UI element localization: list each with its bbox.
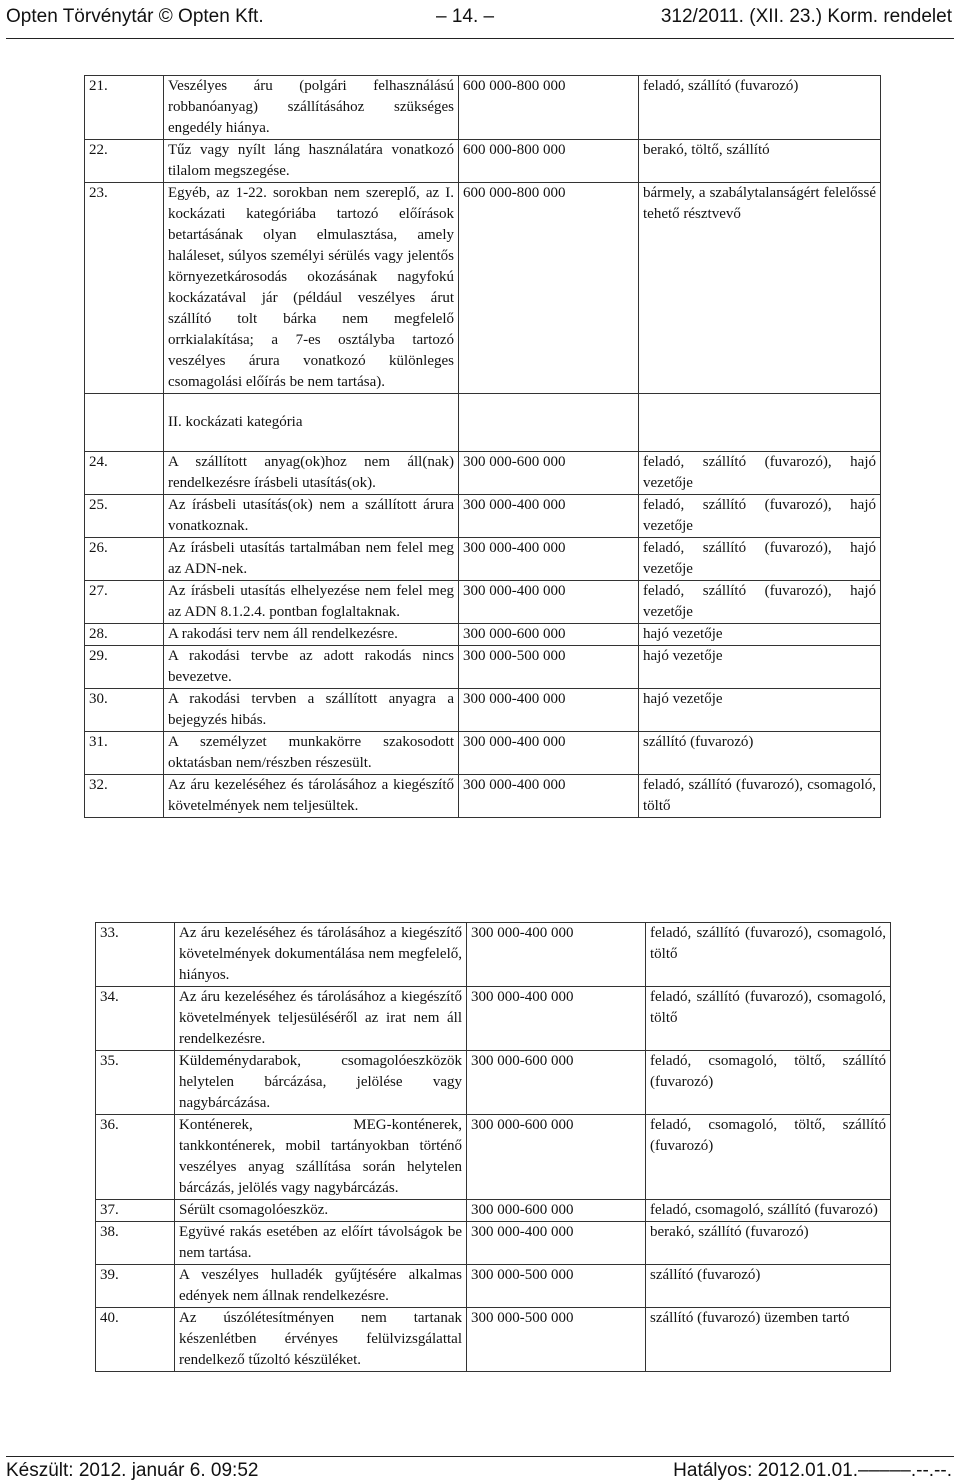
row-fine-amount: 600 000-800 000 (459, 140, 639, 183)
table-row (85, 538, 881, 581)
row-number: 21. (85, 76, 164, 140)
row-description: Az áru kezeléséhez és tárolásához a kiegészítő követelmények nem teljesültek. (164, 775, 459, 818)
table-row (85, 775, 881, 818)
category-heading: II. kockázati kategória (164, 394, 459, 452)
row-number: 23. (85, 183, 164, 394)
row-responsible-party: feladó, csomagoló, szállító (fuvarozó) (646, 1200, 891, 1222)
table-row (96, 1308, 891, 1372)
row-description: Tűz vagy nyílt láng használatára vonatkozó tilalom megszegése. (164, 140, 459, 183)
row-responsible-party: hajó vezetője (639, 624, 881, 646)
row-number: 34. (96, 987, 175, 1051)
row-number: 37. (96, 1200, 175, 1222)
row-responsible-party: szállító (fuvarozó) üzemben tartó (646, 1308, 891, 1372)
row-fine-amount: 300 000-400 000 (459, 581, 639, 624)
row-number: 39. (96, 1265, 175, 1308)
table2-rows (96, 923, 891, 1372)
table-row (85, 732, 881, 775)
row-description: A rakodási terv nem áll rendelkezésre. (164, 624, 459, 646)
category-row (85, 394, 881, 452)
row-description: A rakodási tervbe az adott rakodás nincs bevezetve. (164, 646, 459, 689)
row-fine-amount: 600 000-800 000 (459, 183, 639, 394)
row-responsible-party: feladó, szállító (fuvarozó), hajó vezetője (639, 452, 881, 495)
row-fine-amount: 300 000-600 000 (459, 624, 639, 646)
row-fine-amount: 300 000-400 000 (459, 732, 639, 775)
row-number: 32. (85, 775, 164, 818)
row-description: Az írásbeli utasítás(ok) nem a szállított árura vonatkoznak. (164, 495, 459, 538)
row-number: 25. (85, 495, 164, 538)
category-amount-cell (459, 394, 639, 452)
row-number: 31. (85, 732, 164, 775)
row-fine-amount: 300 000-400 000 (467, 1222, 646, 1265)
row-description: Az úszólétesítményen nem tartanak készenlétben érvényes felülvizsgálattal rendelkező tűzoltó készüléket. (175, 1308, 467, 1372)
header-regulation-title: 312/2011. (XII. 23.) Korm. rendelet (660, 6, 952, 27)
row-responsible-party: bármely, a szabálytalanságért felelőssé tehető résztvevő (639, 183, 881, 394)
row-fine-amount: 300 000-400 000 (467, 923, 646, 987)
row-responsible-party: szállító (fuvarozó) (646, 1265, 891, 1308)
row-number: 35. (96, 1051, 175, 1115)
row-number: 30. (85, 689, 164, 732)
table-row (85, 140, 881, 183)
row-responsible-party: hajó vezetője (639, 646, 881, 689)
row-fine-amount: 300 000-500 000 (459, 646, 639, 689)
header-publisher: Opten Törvénytár © Opten Kft. (6, 6, 264, 27)
row-description: Küldeménydarabok, csomagolóeszközök helytelen bárcázása, jelölése vagy nagybárcázása. (175, 1051, 467, 1115)
row-responsible-party: feladó, szállító (fuvarozó), csomagoló, töltő (639, 775, 881, 818)
table-row (85, 624, 881, 646)
page-header (0, 0, 960, 40)
row-fine-amount: 300 000-400 000 (459, 538, 639, 581)
row-responsible-party: feladó, szállító (fuvarozó), hajó vezetője (639, 495, 881, 538)
row-fine-amount: 300 000-400 000 (459, 689, 639, 732)
row-description: A személyzet munkakörre szakosodott oktatásban nem/részben részesült. (164, 732, 459, 775)
table1-rows-cat1 (85, 76, 881, 394)
row-description: Az írásbeli utasítás elhelyezése nem felel meg az ADN 8.1.2.4. pontban foglaltaknak. (164, 581, 459, 624)
row-description: Egyéb, az 1-22. sorokban nem szereplő, az I. kockázati kategóriába tartozó előírások betartásának olyan elmulasztása, amely haláleset, súlyos személyi sérülés vagy jelentős környezetkárosodás okozásának nagyfokú kockázatával jár (például veszélyes árut szállító tolt bárka nem megfelelő orrkialakítása; a 7-es osztályba tartozó veszélyes árura vonatkozó különleges csomagolási előírás be nem tartása). (164, 183, 459, 394)
row-fine-amount: 300 000-600 000 (467, 1115, 646, 1200)
row-responsible-party: feladó, szállító (fuvarozó), csomagoló, töltő (646, 923, 891, 987)
row-responsible-party: feladó, csomagoló, töltő, szállító (fuvarozó) (646, 1051, 891, 1115)
row-fine-amount: 600 000-800 000 (459, 76, 639, 140)
header-page-number: – 14. – (436, 6, 495, 27)
row-responsible-party: feladó, szállító (fuvarozó) (639, 76, 881, 140)
table1-rows-cat2 (85, 452, 881, 818)
row-fine-amount: 300 000-600 000 (467, 1051, 646, 1115)
table-row (96, 1200, 891, 1222)
row-description: Az írásbeli utasítás tartalmában nem felel meg az ADN-nek. (164, 538, 459, 581)
row-fine-amount: 300 000-400 000 (467, 987, 646, 1051)
row-fine-amount: 300 000-600 000 (467, 1200, 646, 1222)
table-row (96, 1265, 891, 1308)
table-row (96, 1051, 891, 1115)
row-fine-amount: 300 000-400 000 (459, 775, 639, 818)
table-row (85, 689, 881, 732)
row-description: A veszélyes hulladék gyűjtésére alkalmas edények nem állnak rendelkezésre. (175, 1265, 467, 1308)
row-description: A rakodási tervben a szállított anyagra a bejegyzés hibás. (164, 689, 459, 732)
row-responsible-party: hajó vezetője (639, 689, 881, 732)
row-number: 28. (85, 624, 164, 646)
table-row (96, 1115, 891, 1200)
table-row (85, 495, 881, 538)
table1-category-section (85, 394, 881, 452)
row-responsible-party: berakó, szállító (fuvarozó) (646, 1222, 891, 1265)
row-responsible-party: feladó, szállító (fuvarozó), hajó vezetője (639, 538, 881, 581)
row-description: Sérült csomagolóeszköz. (175, 1200, 467, 1222)
footer-divider (6, 1456, 954, 1457)
table-row (85, 76, 881, 140)
row-responsible-party: berakó, töltő, szállító (639, 140, 881, 183)
penalty-table-1 (84, 75, 881, 818)
row-responsible-party: feladó, szállító (fuvarozó), csomagoló, töltő (646, 987, 891, 1051)
row-responsible-party: feladó, csomagoló, töltő, szállító (fuvarozó) (646, 1115, 891, 1200)
row-fine-amount: 300 000-500 000 (467, 1265, 646, 1308)
footer-effective: Hatályos: 2012.01.01.–––––.--.--. (673, 1460, 952, 1481)
row-number: 38. (96, 1222, 175, 1265)
row-number: 36. (96, 1115, 175, 1200)
header-divider (6, 38, 954, 39)
row-number: 22. (85, 140, 164, 183)
row-responsible-party: feladó, szállító (fuvarozó), hajó vezetője (639, 581, 881, 624)
row-description: Konténerek, MEG-konténerek, tankkonténerek, mobil tartányokban történő veszélyes anyag szállítása során helytelen bárcázás, jelölés vagy nagybárcázás. (175, 1115, 467, 1200)
table-row (85, 183, 881, 394)
row-description: Veszélyes áru (polgári felhasználású robbanóanyag) szállításához szükséges engedély hiánya. (164, 76, 459, 140)
row-number: 27. (85, 581, 164, 624)
row-number: 26. (85, 538, 164, 581)
row-fine-amount: 300 000-600 000 (459, 452, 639, 495)
row-description: A szállított anyag(ok)hoz nem áll(nak) rendelkezésre írásbeli utasítás(ok). (164, 452, 459, 495)
row-description: Az áru kezeléséhez és tárolásához a kiegészítő követelmények dokumentálása nem megfelelő, hiányos. (175, 923, 467, 987)
table-row (96, 923, 891, 987)
category-who-cell (639, 394, 881, 452)
table-row (85, 581, 881, 624)
row-number: 40. (96, 1308, 175, 1372)
penalty-table-2 (95, 922, 891, 1372)
category-num-cell (85, 394, 164, 452)
table-row (96, 987, 891, 1051)
row-fine-amount: 300 000-500 000 (467, 1308, 646, 1372)
table-row (96, 1222, 891, 1265)
row-number: 24. (85, 452, 164, 495)
footer-created: Készült: 2012. január 6. 09:52 (6, 1460, 259, 1481)
row-fine-amount: 300 000-400 000 (459, 495, 639, 538)
row-description: Az áru kezeléséhez és tárolásához a kiegészítő követelmények teljesüléséről az irat nem áll rendelkezésre. (175, 987, 467, 1051)
row-responsible-party: szállító (fuvarozó) (639, 732, 881, 775)
row-number: 33. (96, 923, 175, 987)
table-row (85, 646, 881, 689)
table-row (85, 452, 881, 495)
row-number: 29. (85, 646, 164, 689)
row-description: Együvé rakás esetében az előírt távolságok be nem tartása. (175, 1222, 467, 1265)
